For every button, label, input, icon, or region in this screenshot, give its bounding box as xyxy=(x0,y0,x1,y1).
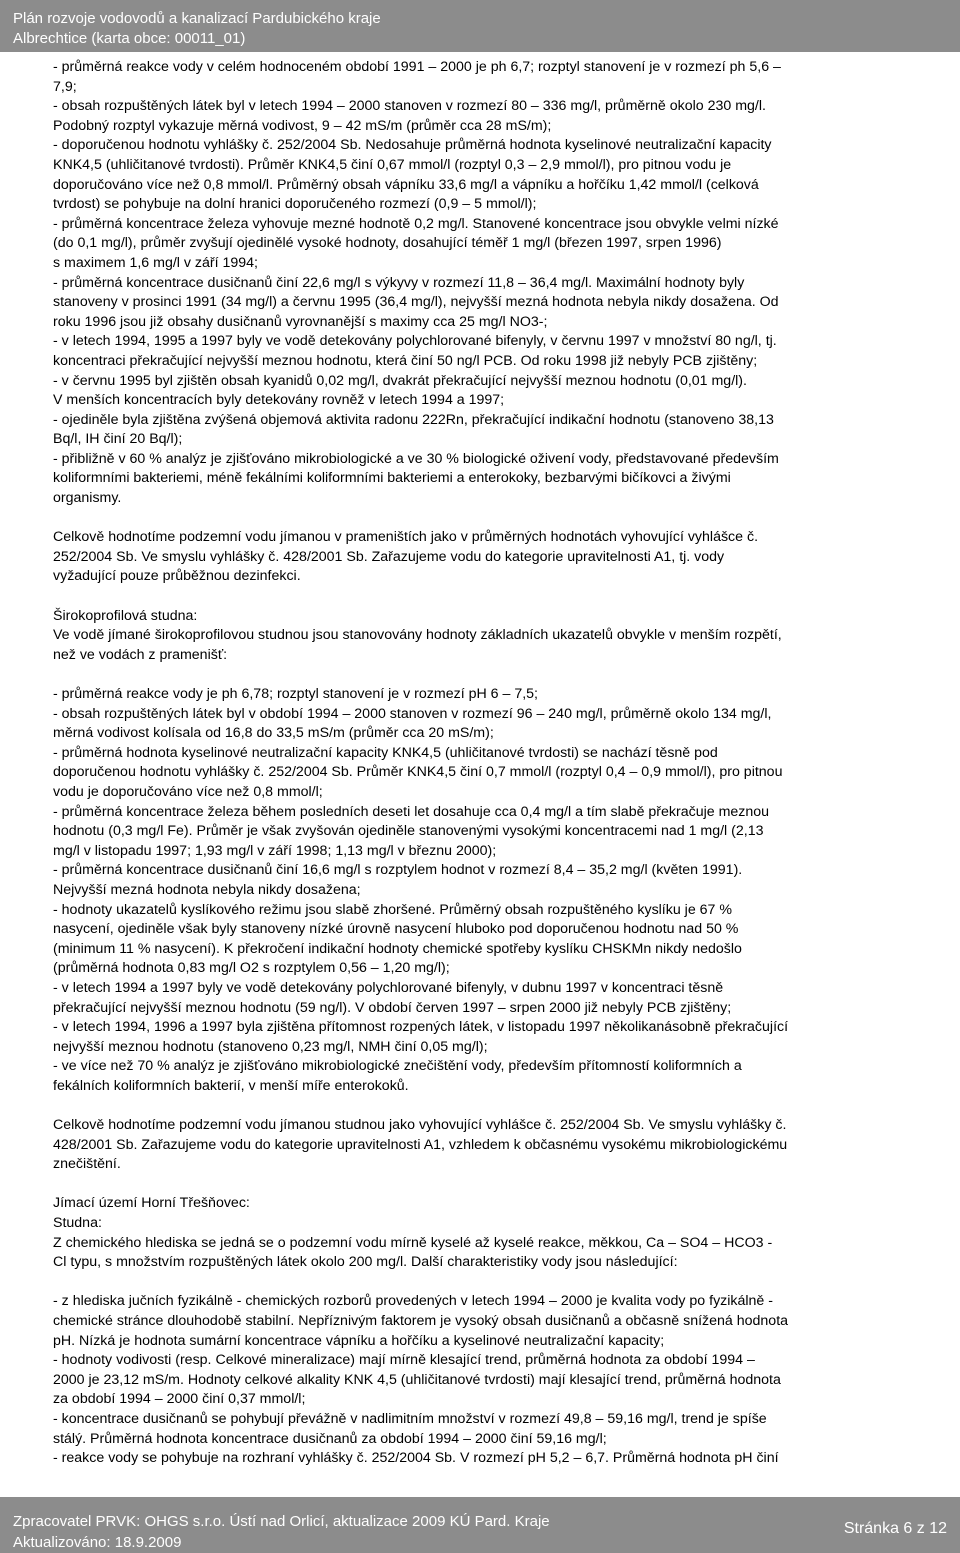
footer-processor: Zpracovatel PRVK: OHGS s.r.o. Ústí nad Orlicí, aktualizace 2009 KÚ Pard. Kraje xyxy=(13,1513,550,1530)
text-line: tvrdost) se pohybuje na dolní hranici doporučeného rozmezí (0,9 – 5 mmol/l); xyxy=(53,196,537,213)
footer-updated: Aktualizováno: 18.9.2009 xyxy=(13,1534,182,1551)
text-line: - koncentrace dusičnanů se pohybují převážně v nadlimitním množství v rozmezí 49,8 – 59,16 mg/l, trend je spíše xyxy=(53,1410,767,1427)
text-line: Nejvyšší mezná hodnota nebyla nikdy dosažena; xyxy=(53,881,361,898)
blank-line xyxy=(53,1175,948,1195)
text-line: než ve vodách z pramenišť: xyxy=(53,646,228,663)
text-line: 428/2001 Sb. Zařazujeme vodu do kategorie upravitelnosti A1, vzhledem k občasnému vysokému mikrobiologickému xyxy=(53,1136,788,1153)
text-line: - průměrná koncentrace železa během posledních deseti let dosahuje cca 0,4 mg/l a tím slabě překračuje meznou xyxy=(53,803,770,820)
text-line: s maximem 1,6 mg/l v září 1994; xyxy=(53,254,258,271)
text-line: - hodnoty ukazatelů kyslíkového režimu jsou slabě zhoršené. Průměrný obsah rozpuštěného kyslíku je 67 % xyxy=(53,901,732,918)
text-line: - reakce vody se pohybuje na rozhraní vyhlášky č. 252/2004 Sb. V rozmezí pH 5,2 – 6,7. Průměrná hodnota pH činí xyxy=(53,1450,779,1467)
text-line: - průměrná reakce vody v celém hodnoceném období 1991 – 2000 je ph 6,7; rozptyl stanovení je v rozmezí ph 5,6 – xyxy=(53,59,781,75)
text-line: Podobný rozptyl vykazuje měrná vodivost, 9 – 42 mS/m (průměr cca 28 mS/m); xyxy=(53,117,552,134)
text-line: (minimum 11 % nasycení). K překročení indikační hodnoty chemické spotřeby kyslíku CHSKMn nikdy nedošlo xyxy=(53,940,742,957)
text-line: - průměrná koncentrace železa vyhovuje mezné hodnotě 0,2 mg/l. Stanovené koncentrace jsou obvykle velmi nízké xyxy=(53,215,779,232)
text-line: koliformními bakteriemi, méně fekálními koliformními bakteriemi a enterokoky, bezbarvými bičíkovci a živými xyxy=(53,470,731,487)
text-line: Širokoprofilová studna: xyxy=(53,607,198,624)
text-line: - obsah rozpuštěných látek byl v letech 1994 – 2000 stanoven v rozmezí 80 – 336 mg/l, průměrně okolo 230 mg/l. xyxy=(53,98,766,115)
text-line: Jímací území Horní Třešňovec: xyxy=(53,1195,250,1212)
text-line: - z hlediska jučních fyzikálně - chemických rozborů provedených v letech 1994 – 2000 je kvalita vody po fyzikálně - xyxy=(53,1293,773,1310)
text-line: - v červnu 1995 byl zjištěn obsah kyanidů 0,02 mg/l, dvakrát překračující nejvyšší meznou hodnotu (0,01 mg/l). xyxy=(53,372,747,389)
text-line: - přibližně v 60 % analýz je zjišťováno mikrobiologické a ve 30 % biologické oživení vody, představované především xyxy=(53,450,779,467)
text-line: organismy. xyxy=(53,490,122,507)
text-line: - ve více než 70 % analýz je zjišťováno mikrobiologické znečištění vody, především přítomností koliformních a xyxy=(53,1058,742,1075)
document-body xyxy=(53,58,948,1469)
text-line: (do 0,1 mg/l), průměr zvyšují ojedinělé vysoké hodnoty, dosahující téměř 1 mg/l (březen 1997, srpen 1996) xyxy=(53,235,722,252)
text-line: pH. Nízká je hodnota sumární koncentrace vápníku a hořčíku a kyselinové neutralizační kapacity; xyxy=(53,1332,665,1349)
text-line: (průměrná hodnota 0,83 mg/l O2 s rozptylem 0,56 – 1,20 mg/l); xyxy=(53,960,450,977)
text-line: chemické stránce dlouhodobě stabilní. Nepříznivým faktorem je vysoký obsah dusičnanů a občasně snížená hodnota xyxy=(53,1313,789,1329)
text-line: - obsah rozpuštěných látek byl v období 1994 – 2000 stanoven v rozmezí 96 – 240 mg/l, průměrně okolo 134 mg/l, xyxy=(53,705,772,722)
text-line: fekálních koliformních bakterií, v menší míře enterokoků. xyxy=(53,1077,409,1094)
text-line: znečištění. xyxy=(53,1156,121,1173)
text-line: roku 1996 jsou již obsahy dusičnanů vyrovnanější s maximy cca 25 mg/l NO3-; xyxy=(53,313,548,330)
text-line: stálý. Průměrná hodnota koncentrace dusičnanů za období 1994 – 2000 činí 59,16 mg/l; xyxy=(53,1430,607,1447)
blank-line xyxy=(53,665,948,685)
text-line: doporučenou hodnotu vyhlášky č. 252/2004 Sb. Průměr KNK4,5 činí 0,7 mmol/l (rozptyl 0,4 – 0,9 mmol/l), pro pitnou xyxy=(53,764,783,781)
text-line: nejvyšší meznou hodnotu (stanoveno 0,23 mg/l, NMH činí 0,05 mg/l); xyxy=(53,1038,488,1055)
text-line: - v letech 1994 a 1997 byly ve vodě detekovány polychlorované bifenyly, v dubnu 1997 v koncentraci těsně xyxy=(53,979,724,996)
text-line: Studna: xyxy=(53,1215,102,1232)
text-line: Celkově hodnotíme podzemní vodu jímanou studnou jako vyhovující vyhlášce č. 252/2004 Sb. Ve smyslu vyhlášky č. xyxy=(53,1117,787,1134)
text-line: - průměrná hodnota kyselinové neutralizační kapacity KNK4,5 (uhličitanové tvrdosti) se nachází těsně pod xyxy=(53,744,718,761)
text-line: - v letech 1994, 1995 a 1997 byly ve vodě detekovány polychlorované bifenyly, v červnu 1997 v množství 80 ng/l, tj. xyxy=(53,333,777,350)
text-line: Cl typu, s množstvím rozpuštěných látek okolo 200 mg/l. Další charakteristiky vody jsou následující: xyxy=(53,1254,678,1271)
page-number: Stránka 6 z 12 xyxy=(843,1520,947,1537)
text-line: hodnotu (0,3 mg/l Fe). Průměr je však zvyšován ojediněle stanovenými vysokými koncentracemi nad 1 mg/l (2,13 xyxy=(53,823,764,840)
text-line: - hodnoty vodivosti (resp. Celkové mineralizace) mají mírně klesající trend, průměrná hodnota za období 1994 – xyxy=(53,1352,755,1369)
text-line: Celkově hodnotíme podzemní vodu jímanou v prameništích jako v průměrných hodnotách vyhovující vyhlášce č. xyxy=(53,529,759,546)
text-line: V menších koncentracích byly detekovány rovněž v letech 1994 a 1997; xyxy=(53,392,505,409)
blank-line xyxy=(53,587,948,607)
text-line: překračující nejvyšší meznou hodnotu (59 ng/l). V období červen 1997 – srpen 2000 již nebyly PCB zjištěny; xyxy=(53,999,732,1016)
text-line: vyžadující pouze průběžnou dezinfekci. xyxy=(53,568,301,585)
text-line: - ojediněle byla zjištěna zvýšená objemová aktivita radonu 222Rn, překračující indikační hodnotu (stanoveno 38,13 xyxy=(53,411,774,428)
text-line: - průměrná koncentrace dusičnanů činí 16,6 mg/l s rozptylem hodnot v rozmezí 8,4 – 35,2 mg/l (květen 1991). xyxy=(53,862,743,879)
document-subtitle: Albrechtice (karta obce: 00011_01) xyxy=(13,30,246,47)
blank-line xyxy=(53,509,948,529)
text-line: - doporučenou hodnotu vyhlášky č. 252/2004 Sb. Nedosahuje průměrná hodnota kyselinové neutralizační kapacity xyxy=(53,137,772,154)
text-line: měrná vodivost kolísala od 16,8 do 33,5 mS/m (průměr cca 20 mS/m); xyxy=(53,725,494,742)
text-line: mg/l v listopadu 1997; 1,93 mg/l v září 1998; 1,13 mg/l v březnu 2000); xyxy=(53,842,497,859)
text-line: - průměrná reakce vody je ph 6,78; rozptyl stanovení je v rozmezí pH 6 – 7,5; xyxy=(53,686,538,702)
text-line: Bq/l, IH činí 20 Bq/l); xyxy=(53,431,183,448)
text-line: vodu je doporučováno více než 0,8 mmol/l; xyxy=(53,783,323,800)
text-line: KNK4,5 (uhličitanové tvrdosti). Průměr KNK4,5 činí 0,67 mmol/l (rozptyl 0,3 – 2,9 mmol/l), pro pitnou vodu je xyxy=(53,156,732,173)
text-line: koncentraci překračující nejvyšší meznou hodnotu, která činí 50 ng/l PCB. Od roku 1998 již nebyly PCB zjištěny; xyxy=(53,352,758,369)
text-line: - v letech 1994, 1996 a 1997 byla zjištěna přítomnost rozpených látek, v listopadu 1997 několikanásobně překračující xyxy=(53,1019,789,1036)
document-title: Plán rozvoje vodovodů a kanalizací Pardubického kraje xyxy=(13,10,381,27)
text-line: stanoveny v prosinci 1991 (34 mg/l) a červnu 1995 (36,4 mg/l), nejvyšší mezná hodnota nebyla nikdy dosažena. Od xyxy=(53,294,779,311)
text-line: - průměrná koncentrace dusičnanů činí 22,6 mg/l s výkyvy v rozmezí 11,8 – 36,4 mg/l. Maximální hodnoty byly xyxy=(53,274,745,291)
text-line: nasycení, ojediněle však byly stanoveny nízké úrovně nasycení hluboko pod doporučenou hodnotu nad 50 % xyxy=(53,921,739,938)
text-line: Z chemického hlediska se jedná se o podzemní vodu mírně kyselé až kyselé reakce, měkkou, Ca – SO4 – HCO3 - xyxy=(53,1234,773,1251)
text-line: 252/2004 Sb. Ve smyslu vyhlášky č. 428/2001 Sb. Zařazujeme vodu do kategorie upravitelnosti A1, tj. vody xyxy=(53,548,725,565)
page-footer xyxy=(0,1497,960,1553)
text-line: doporučováno více než 0,8 mmol/l. Průměrný obsah vápníku 33,6 mg/l a vápníku a hořčíku 1,42 mmol/l (celková xyxy=(53,176,759,193)
text-line: Ve vodě jímané širokoprofilovou studnou jsou stanovovány hodnoty základních ukazatelů obvykle v menším rozpětí, xyxy=(53,627,782,644)
blank-line xyxy=(53,1096,948,1116)
blank-line xyxy=(53,1273,948,1293)
text-line: 7,9; xyxy=(53,78,77,95)
text-line: za období 1994 – 2000 činí 0,37 mmol/l; xyxy=(53,1391,306,1408)
footer-info xyxy=(13,1511,550,1553)
page-header xyxy=(0,0,960,52)
text-line: 2000 je 23,12 mS/m. Hodnoty celkové alkality KNK 4,5 (uhličitanové tvrdosti) mají klesající trend, průměrná hodnota xyxy=(53,1371,781,1388)
